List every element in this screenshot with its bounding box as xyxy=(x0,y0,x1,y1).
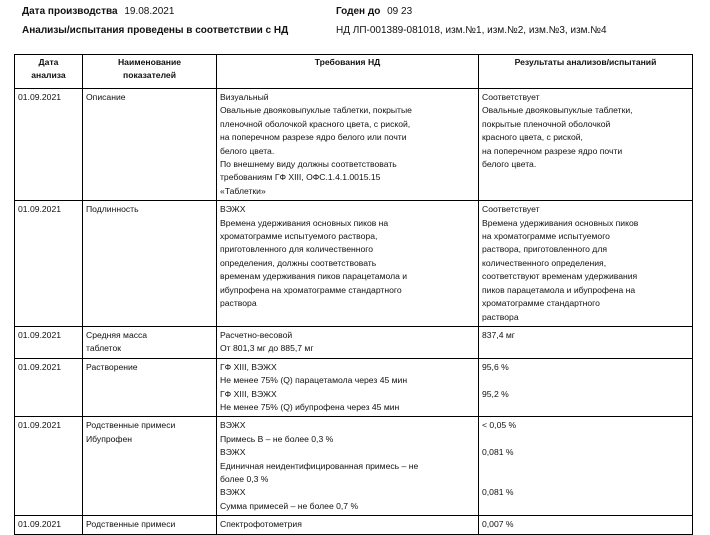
cell-line: 95,2 % xyxy=(482,388,509,399)
table-row xyxy=(15,89,693,201)
table-row xyxy=(15,516,693,534)
cell-line: ВЭЖХ xyxy=(220,420,246,431)
cell-line: хроматограмме стандартного xyxy=(482,298,600,309)
cell-line: Растворение xyxy=(86,361,138,372)
cell-line: «Таблетки» xyxy=(220,185,266,196)
cell-line: на поперечном разрезе ядро почти xyxy=(482,145,623,156)
cell-line: Спектрофотометрия xyxy=(220,519,302,530)
date-cell xyxy=(15,326,83,358)
result-cell xyxy=(479,358,693,417)
cell-line: От 801,3 мг до 885,7 мг xyxy=(220,343,314,354)
cell-line: Времена удерживания основных пиков xyxy=(482,217,639,228)
cell-line: Средняя масса xyxy=(86,329,148,340)
cell-line: Ибупрофен xyxy=(86,433,133,444)
cell-line: ВЭЖХ xyxy=(220,447,246,458)
indicator-cell xyxy=(83,201,217,327)
production-label: Дата производства xyxy=(22,6,118,17)
table-row xyxy=(15,417,693,516)
requirement-cell xyxy=(217,89,479,201)
cell-line: определения, должны соответствовать xyxy=(220,257,377,268)
cell-line: Не менее 75% (Q) парацетамола через 45 мин xyxy=(220,375,408,386)
cell-line: таблеток xyxy=(86,343,122,354)
cell-line: Соответствует xyxy=(482,204,540,215)
expiry-label: Годен до xyxy=(336,6,381,17)
cell-line: пленочной оболочкой красного цвета, с риской, xyxy=(220,118,411,129)
cell-line: ВЭЖХ xyxy=(220,487,246,498)
cell-line: 01.09.2021 xyxy=(18,204,62,215)
date-cell xyxy=(15,89,83,201)
nd-reference: НД ЛП-001389-081018, изм.№1, изм.№2, изм.№3, изм.№4 xyxy=(336,25,607,36)
date-cell xyxy=(15,417,83,516)
cell-line: 01.09.2021 xyxy=(18,519,62,530)
cell-line: 0,081 % xyxy=(482,447,514,458)
cell-line xyxy=(482,401,689,414)
result-cell xyxy=(479,516,693,534)
production-date-line xyxy=(22,6,174,17)
cell-line: 01.09.2021 xyxy=(18,329,62,340)
cell-line: Времена удерживания основных пиков на xyxy=(220,217,389,228)
expiry-line xyxy=(336,6,412,17)
cell-line: Овальные двояковыпуклые таблетки, xyxy=(482,105,633,116)
cell-line: раствора xyxy=(482,311,519,322)
result-cell xyxy=(479,89,693,201)
date-cell xyxy=(15,201,83,327)
header-line: Наименование xyxy=(117,57,182,67)
cell-line: 01.09.2021 xyxy=(18,420,62,431)
cell-line: Не менее 75% (Q) ибупрофена через 45 мин xyxy=(220,401,400,412)
cell-line xyxy=(482,473,689,486)
cell-line: Расчетно-весовой xyxy=(220,329,293,340)
cell-line: белого цвета. xyxy=(220,145,275,156)
cell-line: на хроматограмме испытуемого xyxy=(482,231,610,242)
production-date: 19.08.2021 xyxy=(124,6,175,17)
cell-line: ибупрофена на хроматограмме стандартного xyxy=(220,284,402,295)
cell-line: По внешнему виду должны соответствовать xyxy=(220,159,397,170)
requirement-cell xyxy=(217,358,479,417)
cell-line: < 0,05 % xyxy=(482,420,517,431)
table-row xyxy=(15,326,693,358)
table-body xyxy=(15,89,693,535)
cell-line: 0,007 % xyxy=(482,519,514,530)
col-date-header xyxy=(15,55,83,89)
cell-line: хроматограмме испытуемого раствора, xyxy=(220,231,378,242)
cell-line: приготовленного для количественного xyxy=(220,244,373,255)
cell-line: ВЭЖХ xyxy=(220,204,246,215)
cell-line: Соответствует xyxy=(482,92,540,102)
indicator-cell xyxy=(83,516,217,534)
header-line: анализа xyxy=(31,70,66,80)
cell-line: 01.09.2021 xyxy=(18,361,62,372)
table-header-row xyxy=(15,55,693,89)
cell-line: раствора, приготовленного для xyxy=(482,244,607,255)
analysis-table xyxy=(14,54,693,535)
cell-line: Сумма примесей – не более 0,7 % xyxy=(220,500,359,511)
cell-line: раствора xyxy=(220,298,257,309)
cell-line: Овальные двояковыпуклые таблетки, покрытые xyxy=(220,105,412,116)
indicator-cell xyxy=(83,326,217,358)
cell-line: ГФ XIII, ВЭЖХ xyxy=(220,361,277,372)
indicator-cell xyxy=(83,417,217,516)
cell-line: временам удерживания пиков парацетамола и xyxy=(220,271,408,282)
cell-line: требованиям ГФ XIII, ОФС.1.4.1.0015.15 xyxy=(220,172,381,183)
expiry-date: 09 23 xyxy=(387,6,413,17)
cell-line xyxy=(482,433,689,446)
cell-line: красного цвета, с риской, xyxy=(482,132,583,143)
analyses-statement: Анализы/испытания проведены в соответствии с НД xyxy=(22,25,289,36)
table-row xyxy=(15,358,693,417)
header-line: Результаты анализов/испытаний xyxy=(514,57,657,67)
cell-line: покрытые пленочной оболочкой xyxy=(482,118,611,129)
cell-line: 0,081 % xyxy=(482,487,514,498)
indicator-cell xyxy=(83,89,217,201)
requirement-cell xyxy=(217,417,479,516)
requirement-cell xyxy=(217,201,479,327)
result-cell xyxy=(479,417,693,516)
cell-line: Подлинность xyxy=(86,204,139,215)
cell-line: Единичная неидентифицированная примесь – не xyxy=(220,460,419,471)
cell-line: количественного определения, xyxy=(482,257,607,268)
cell-line: Описание xyxy=(86,92,126,102)
header-line: Дата xyxy=(38,57,59,67)
requirement-cell xyxy=(217,516,479,534)
col-results-header xyxy=(479,55,693,89)
header-line: показателей xyxy=(123,70,176,80)
requirement-cell xyxy=(217,326,479,358)
date-cell xyxy=(15,358,83,417)
cell-line xyxy=(482,374,689,387)
table-row xyxy=(15,201,693,327)
cell-line: белого цвета. xyxy=(482,159,537,170)
result-cell xyxy=(479,326,693,358)
cell-line: пиков парацетамола и ибупрофена на xyxy=(482,284,636,295)
cell-line: Родственные примеси xyxy=(86,519,176,530)
indicator-cell xyxy=(83,358,217,417)
col-requirements-header xyxy=(217,55,479,89)
cell-line: Визуальный xyxy=(220,92,269,102)
cell-line: соответствуют временам удерживания xyxy=(482,271,638,282)
cell-line: на поперечном разрезе ядро белого или почти xyxy=(220,132,407,143)
cell-line: Примесь В – не более 0,3 % xyxy=(220,433,334,444)
cell-line: 95,6 % xyxy=(482,361,509,372)
col-name-header xyxy=(83,55,217,89)
cell-line: 837,4 мг xyxy=(482,329,515,340)
cell-line: 01.09.2021 xyxy=(18,92,62,102)
cell-line: Родственные примеси xyxy=(86,420,176,431)
date-cell xyxy=(15,516,83,534)
result-cell xyxy=(479,201,693,327)
cell-line: ГФ XIII, ВЭЖХ xyxy=(220,388,277,399)
cell-line xyxy=(482,460,689,473)
header-line: Требования НД xyxy=(314,57,381,67)
cell-line: более 0,3 % xyxy=(220,473,269,484)
cell-line xyxy=(482,500,689,513)
